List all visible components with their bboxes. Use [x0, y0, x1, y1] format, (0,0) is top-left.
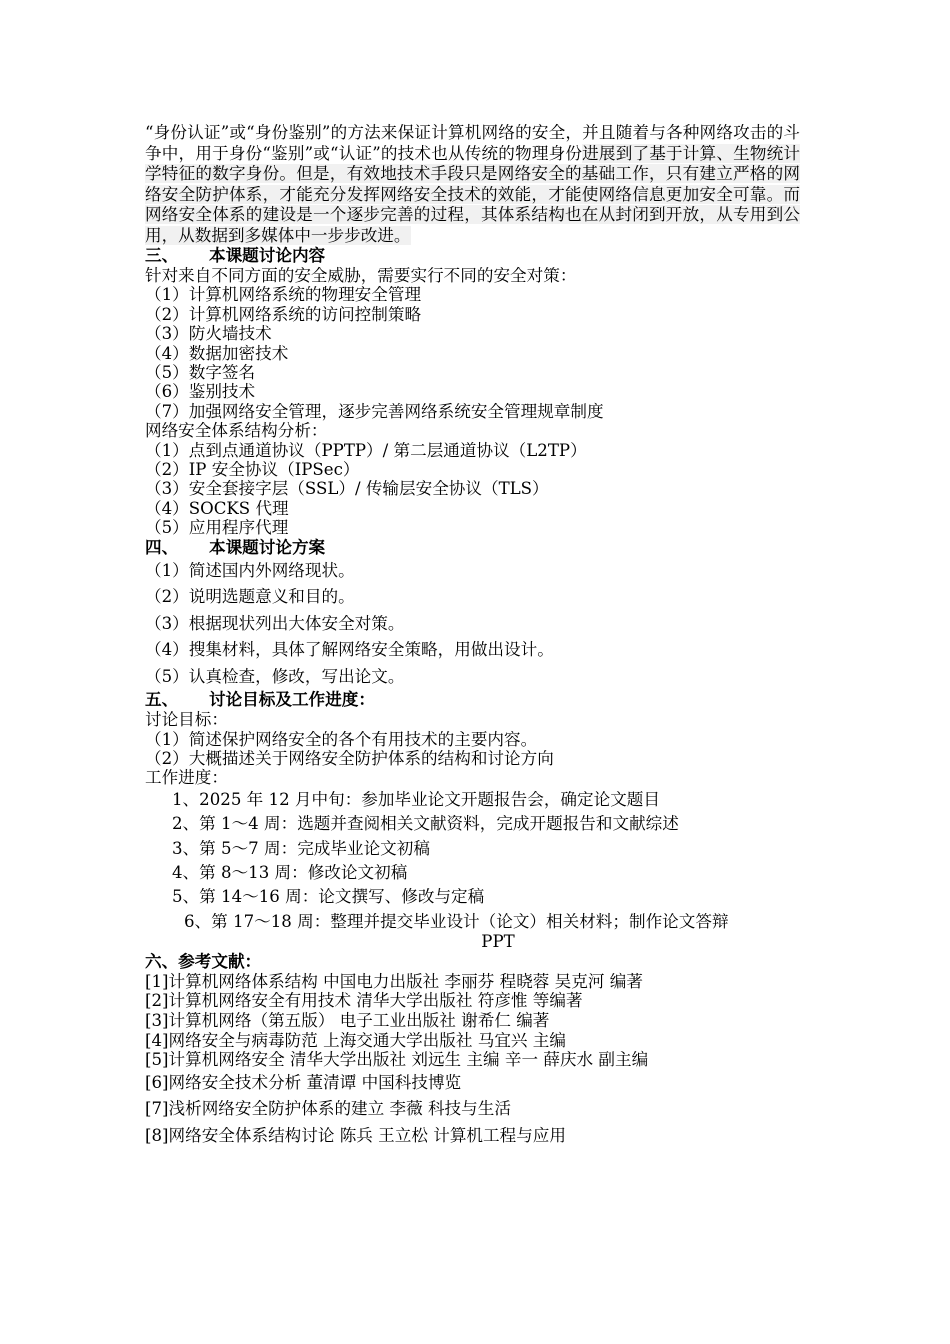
section-6-heading: 六、参考文献：: [145, 951, 262, 971]
list-item: （7）加强网络安全管理，逐步完善网络系统安全管理规章制度: [145, 401, 604, 421]
list-item: （2）说明选题意义和目的。: [145, 587, 355, 607]
list-item: 2、第 1～4 周：选题并查阅相关文献资料，完成开题报告和文献综述: [172, 814, 679, 834]
reference-item: [7]浅析网络安全防护体系的建立 李薇 科技与生活: [145, 1099, 511, 1119]
progress-label: 工作进度：: [145, 768, 228, 788]
list-item: （1）简述保护网络安全的各个有用技术的主要内容。: [145, 729, 538, 749]
list-item: （1）计算机网络系统的物理安全管理: [145, 285, 422, 305]
list-item: （3）根据现状列出大体安全对策。: [145, 613, 405, 633]
reference-item: [3]计算机网络（第五版） 电子工业出版社 谢希仁 编著: [145, 1011, 550, 1031]
section-4-number: 四、: [145, 537, 179, 557]
reference-item: [2]计算机网络安全有用技术 清华大学出版社 符彦惟 等编著: [145, 991, 583, 1011]
section-3-lead: 针对来自不同方面的安全威胁，需要实行不同的安全对策：: [145, 266, 577, 285]
list-item: （5）数字签名: [145, 363, 256, 383]
goal-label: 讨论目标：: [145, 710, 228, 730]
list-item: （2）IP 安全协议（IPSec）: [145, 460, 360, 480]
section-3-heading: [145, 246, 800, 266]
intro-text-1: “身份认证”或“身份鉴别”的方法来保证计算机网络的安全，并且随着与各种网络攻击的斗争中，用于身份“鉴别”或“认证”的技术也从传统的物理身份: [145, 123, 800, 163]
list-item: （2）大概描述关于网络安全防护体系的结构和讨论方向: [145, 749, 554, 768]
section-4-heading: [145, 538, 800, 558]
list-item: 4、第 8～13 周：修改论文初稿: [172, 863, 408, 883]
architecture-list: [145, 441, 800, 538]
list-item: [172, 912, 800, 952]
list-item: 1、2025 年 12 月中旬：参加毕业论文开题报告会，确定论文题目: [172, 789, 660, 809]
section-3-title: 本课题讨论内容: [209, 246, 326, 265]
document-content: [145, 123, 800, 1149]
list-item: 3、第 5～7 周：完成毕业论文初稿: [172, 838, 430, 858]
schedule-last-text: 6、第 17～18 周：整理并提交毕业设计（论文）相关材料；制作论文答辩: [184, 911, 729, 931]
list-item: 5、第 14～16 周：论文撰写、修改与定稿: [172, 887, 485, 907]
schedule-last-wrap: PPT: [481, 931, 515, 951]
section-3-number: 三、: [145, 246, 179, 265]
section-4-title: 本课题讨论方案: [209, 537, 326, 557]
architecture-lead: 网络安全体系结构分析：: [145, 421, 328, 441]
list-item: （4）SOCKS 代理: [145, 498, 289, 518]
security-measures-list: [145, 285, 800, 421]
reference-item: [8]网络安全体系结构讨论 陈兵 王立松 计算机工程与应用: [145, 1125, 566, 1145]
list-item: （3）防火墙技术: [145, 324, 272, 344]
reference-item: [4]网络安全与病毒防范 上海交通大学出版社 马宜兴 主编: [145, 1030, 566, 1050]
reference-list: [145, 972, 800, 1149]
reference-item: [1]计算机网络体系结构 中国电力出版社 李丽芬 程晓蓉 吴克河 编著: [145, 971, 643, 991]
reference-item: [6]网络安全技术分析 董清谭 中国科技博览: [145, 1072, 462, 1092]
list-item: （6）鉴别技术: [145, 382, 256, 402]
section-5-heading: [145, 690, 800, 710]
list-item: （1）简述国内外网络现状。: [145, 560, 355, 580]
section-5-title: 讨论目标及工作进度：: [209, 690, 375, 710]
reference-item: [5]计算机网络安全 清华大学出版社 刘远生 主编 辛一 薛庆水 副主编: [145, 1050, 649, 1070]
goal-list: [145, 730, 800, 769]
list-item: （5）认真检查，修改，写出论文。: [145, 666, 405, 686]
intro-text-highlighted: 进展到了基于计算、生物统计学特征的数字身份。但是，有效地技术手段只是网络安全的基础工作，只有建立严格的网络安全防护体系，才能充分发挥网络安全技术的效能，才能使网络信息更加安全可靠。而网络安全体系的建设是一个逐步完善的过程，其体系结构也在从封闭到开放，从专用到公用，从数据到多媒体中一步步改进。: [145, 143, 801, 245]
list-item: （3）安全套接字层（SSL）/ 传输层安全协议（TLS）: [145, 479, 549, 499]
plan-list: [145, 558, 800, 691]
section-5-number: 五、: [145, 690, 179, 710]
schedule-list: [145, 788, 800, 952]
list-item: （4）数据加密技术: [145, 343, 289, 363]
intro-paragraph: [145, 123, 800, 246]
list-item: （4）搜集材料，具体了解网络安全策略，用做出设计。: [145, 640, 554, 660]
list-item: （2）计算机网络系统的访问控制策略: [145, 304, 422, 324]
list-item: （5）应用程序代理: [145, 518, 289, 538]
list-item: （1）点到点通道协议（PPTP）/ 第二层通道协议（L2TP）: [145, 440, 587, 460]
